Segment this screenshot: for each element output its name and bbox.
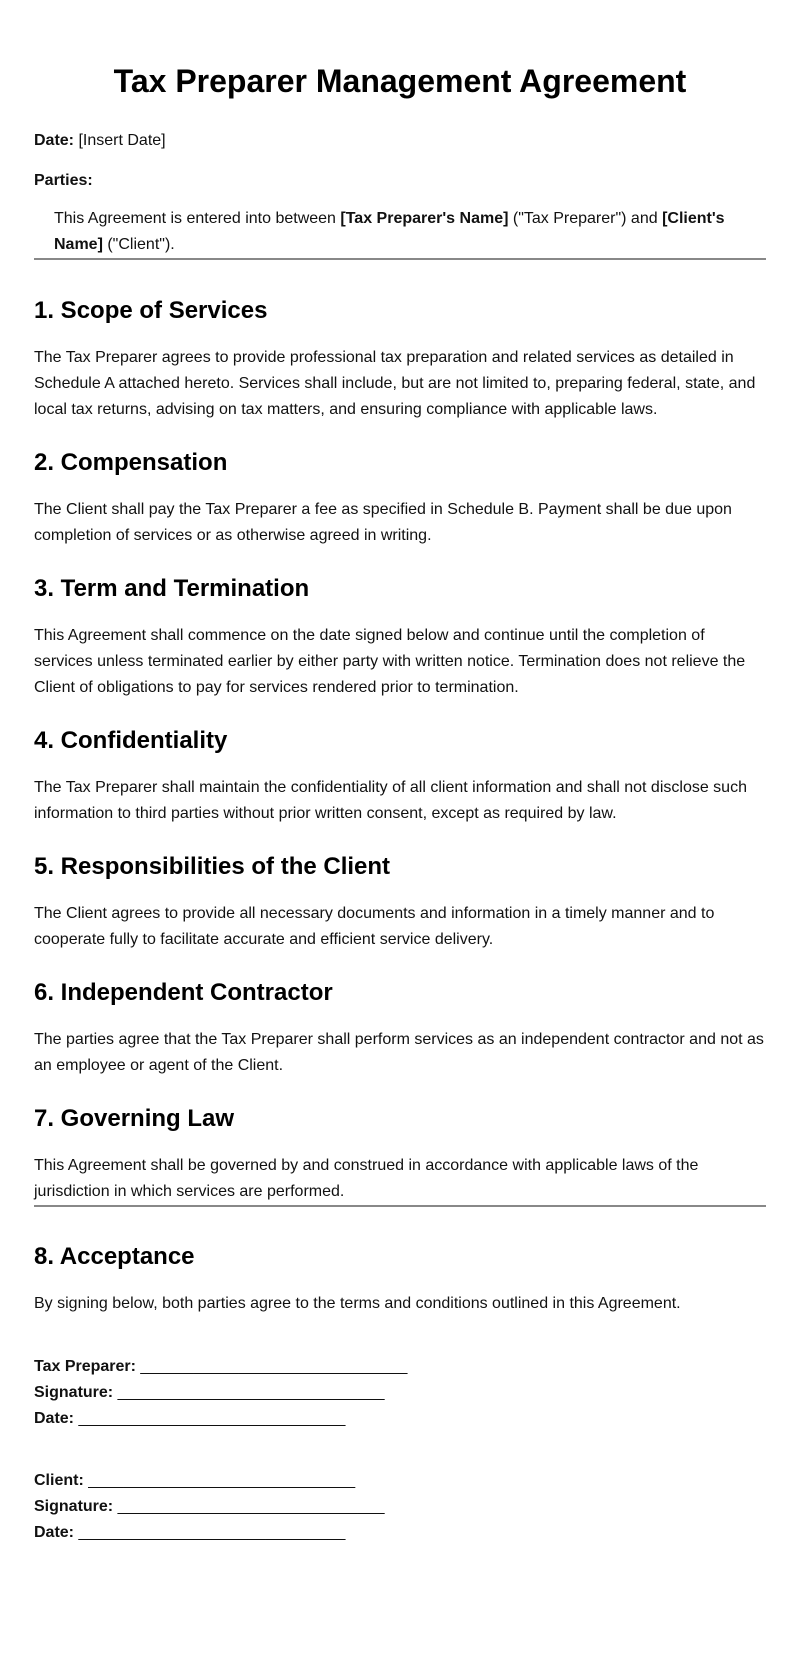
client-signature-line[interactable] [34, 1494, 766, 1520]
section-body: This Agreement shall be governed by and construed in accordance with applicable laws of the jurisdiction in which services are performed. [34, 1157, 699, 1200]
section-compensation [34, 448, 766, 549]
section-heading: 6. Independent Contractor [34, 979, 333, 1006]
section-body: The Client agrees to provide all necessary documents and information in a timely manner and to cooperate fully to facilitate accurate and efficient service delivery. [34, 905, 715, 948]
section-body: The Tax Preparer agrees to provide professional tax preparation and related services as detailed in Schedule A attached hereto. Services shall include, but are not limited to, preparing federal, state, and local tax returns, advising on tax matters, and ensuring compliance with applicable laws. [34, 349, 756, 418]
preparer-name-line[interactable] [34, 1354, 766, 1380]
section-body: By signing below, both parties agree to the terms and conditions outlined in this Agreement. [34, 1295, 681, 1312]
section-heading: 4. Confidentiality [34, 727, 228, 754]
client-alias: ("Client"). [102, 236, 175, 253]
blank-line[interactable]: ______________________________ [113, 1498, 385, 1515]
client-name-label: Client: [34, 1472, 84, 1489]
preparer-name-placeholder: [Tax Preparer's Name] [340, 210, 509, 227]
client-name-line[interactable] [34, 1468, 766, 1494]
date-line [34, 130, 766, 152]
date-value: [Insert Date] [74, 132, 166, 149]
section-heading: 3. Term and Termination [34, 575, 310, 602]
section-body: The parties agree that the Tax Preparer shall perform services as an independent contractor and not as an employee or agent of the Client. [34, 1031, 764, 1074]
section-body: The Client shall pay the Tax Preparer a fee as specified in Schedule B. Payment shall be due upon completion of services or as otherwise agreed in writing. [34, 501, 732, 544]
blank-line[interactable]: ______________________________ [74, 1410, 346, 1427]
preparer-alias: ("Tax Preparer") and [508, 210, 663, 227]
section-heading: 8. Acceptance [34, 1243, 195, 1270]
client-date-label: Date: [34, 1524, 75, 1541]
section-scope-of-services [34, 296, 766, 423]
preparer-date-label: Date: [34, 1410, 75, 1427]
document-title: Tax Preparer Management Agreement [113, 63, 687, 99]
section-heading: 5. Responsibilities of the Client [34, 853, 391, 880]
preparer-signature-line[interactable] [34, 1380, 766, 1406]
client-name-placeholder: [Client's Name] [54, 210, 725, 253]
section-divider [34, 1205, 766, 1207]
preparer-signature-label: Signature: [34, 1384, 114, 1401]
section-heading: 7. Governing Law [34, 1105, 235, 1132]
section-governing-law [34, 1104, 766, 1205]
section-heading: 2. Compensation [34, 449, 228, 476]
preparer-name-label: Tax Preparer: [34, 1358, 136, 1375]
blank-line[interactable]: ______________________________ [74, 1524, 346, 1541]
client-signature-block [34, 1468, 766, 1546]
parties-statement [54, 206, 766, 258]
section-divider [34, 258, 766, 260]
section-client-responsibilities [34, 852, 766, 953]
preparer-date-line[interactable] [34, 1406, 766, 1432]
section-term-and-termination [34, 574, 766, 701]
client-signature-label: Signature: [34, 1498, 114, 1515]
blank-line[interactable]: ______________________________ [83, 1472, 356, 1489]
client-date-line[interactable] [34, 1520, 766, 1546]
section-body: This Agreement shall commence on the date signed below and continue until the completion of services unless terminated earlier by either party with written notice. Termination does not relieve the Client of obligations to pay for services rendered prior to termination. [34, 627, 746, 696]
section-confidentiality [34, 726, 766, 827]
blank-line[interactable]: ______________________________ [135, 1358, 408, 1375]
date-label: Date: [34, 132, 75, 149]
parties-intro: This Agreement is entered into between [54, 210, 341, 227]
section-acceptance [34, 1242, 766, 1317]
section-body: The Tax Preparer shall maintain the confidentiality of all client information and shall not disclose such information to third parties without prior written consent, except as required by law. [34, 779, 747, 822]
section-heading: 1. Scope of Services [34, 297, 268, 324]
blank-line[interactable]: ______________________________ [113, 1384, 385, 1401]
section-independent-contractor [34, 978, 766, 1079]
parties-label: Parties: [34, 172, 93, 189]
preparer-signature-block [34, 1354, 766, 1432]
